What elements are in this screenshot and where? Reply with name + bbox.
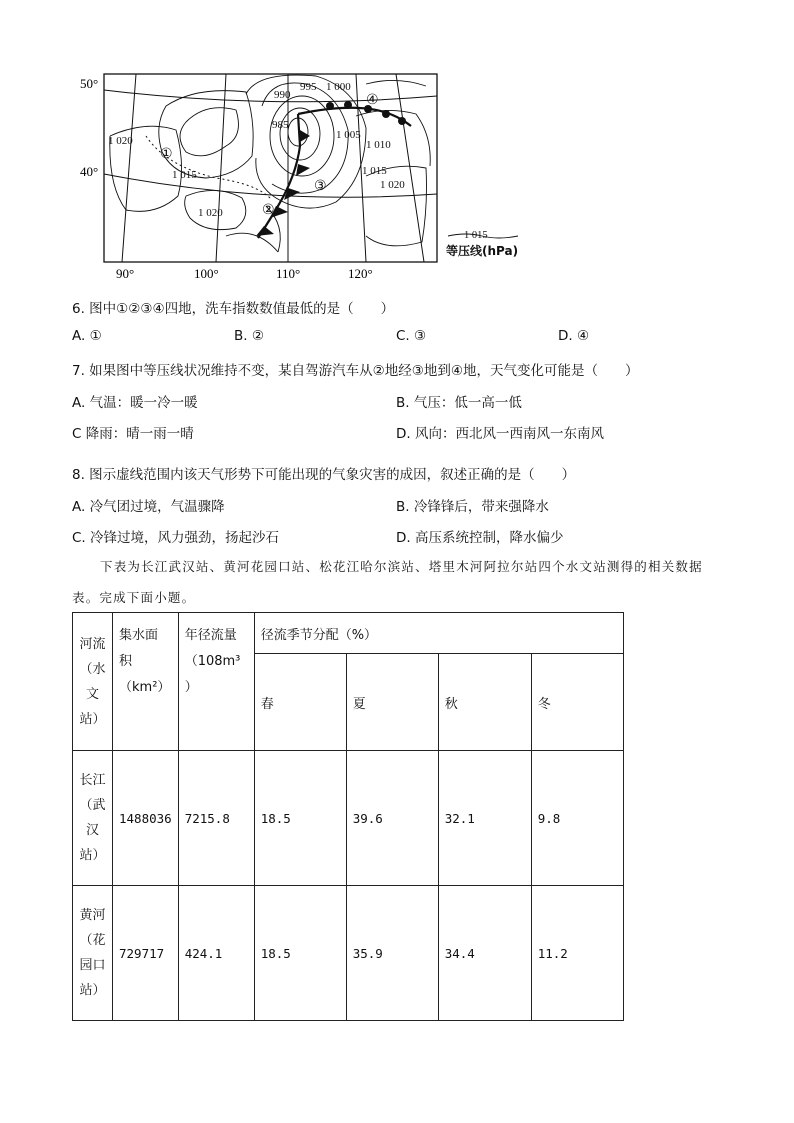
table-intro-line1: 下表为长江武汉站、黄河花园口站、松花江哈尔滨站、塔里木河阿拉尔站四个水文站测得的相关数据 bbox=[100, 559, 703, 574]
lat-label-40: 40° bbox=[80, 164, 99, 179]
row-spring: 18.5 bbox=[254, 751, 346, 886]
row-summer: 39.6 bbox=[346, 751, 438, 886]
row-river: 长江 （武 汉 站） bbox=[73, 751, 113, 886]
isobar-label: 1 015 bbox=[362, 165, 387, 177]
q8-option-b[interactable]: B. 冷锋锋后，带来强降水 bbox=[396, 499, 549, 515]
row-winter: 11.2 bbox=[531, 886, 623, 1021]
isobar-label: 1 010 bbox=[366, 139, 391, 151]
table-row bbox=[73, 751, 624, 886]
isobar-label: 1 000 bbox=[326, 81, 351, 93]
lon-label-100: 100° bbox=[194, 266, 219, 281]
row-flow: 7215.8 bbox=[178, 751, 254, 886]
isobar-label: 1 020 bbox=[198, 207, 223, 219]
q8-option-c[interactable]: C. 冷锋过境，风力强劲，扬起沙石 bbox=[72, 530, 280, 546]
q8-option-a[interactable]: A. 冷气团过境，气温骤降 bbox=[72, 499, 225, 515]
q8-option-d[interactable]: D. 高压系统控制，降水偏少 bbox=[396, 530, 564, 546]
marker-2: ② bbox=[262, 202, 275, 218]
header-summer: 夏 bbox=[346, 654, 438, 751]
row-autumn: 34.4 bbox=[438, 886, 531, 1021]
isobar-label: 990 bbox=[274, 89, 291, 101]
question-6-stem: 6. 图中①②③④四地，洗车指数数值最低的是（ ） bbox=[72, 301, 395, 317]
q6-option-a[interactable]: A. ① bbox=[72, 328, 102, 344]
marker-4: ④ bbox=[366, 92, 379, 108]
legend-label: 等压线(hPa) bbox=[446, 244, 519, 258]
row-summer: 35.9 bbox=[346, 886, 438, 1021]
hydrology-table bbox=[72, 612, 624, 1021]
header-winter: 冬 bbox=[531, 654, 623, 751]
isobar-label: 1 020 bbox=[380, 179, 405, 191]
marker-1: ① bbox=[160, 146, 173, 162]
lon-label-110: 110° bbox=[276, 266, 301, 281]
row-autumn: 32.1 bbox=[438, 751, 531, 886]
isobar-label: 985 bbox=[272, 119, 289, 131]
header-flow: 年径流量 （108m³ ） bbox=[178, 613, 254, 751]
header-river: 河流 （水 文 站） bbox=[73, 613, 113, 751]
lon-label-90: 90° bbox=[116, 266, 135, 281]
lon-label-120: 120° bbox=[348, 266, 373, 281]
q6-option-b[interactable]: B. ② bbox=[234, 328, 264, 344]
row-area: 1488036 bbox=[113, 751, 179, 886]
q7-option-a[interactable]: A. 气温：暖一冷一暖 bbox=[72, 395, 198, 411]
header-spring: 春 bbox=[254, 654, 346, 751]
lat-label-50: 50° bbox=[80, 76, 99, 91]
legend-value: 1 015 bbox=[464, 230, 488, 241]
question-7-stem: 7. 如果图中等压线状况维持不变，某自驾游汽车从②地经③地到④地，天气变化可能是（ ） bbox=[72, 363, 639, 379]
isobar-label: 1 005 bbox=[336, 129, 361, 141]
row-river: 黄河 （花 园口 站） bbox=[73, 886, 113, 1021]
q6-option-d[interactable]: D. ④ bbox=[558, 328, 590, 344]
weather-map bbox=[66, 66, 536, 286]
row-area: 729717 bbox=[113, 886, 179, 1021]
row-winter: 9.8 bbox=[531, 751, 623, 886]
q6-option-c[interactable]: C. ③ bbox=[396, 328, 427, 344]
table-row bbox=[73, 886, 624, 1021]
q7-option-c[interactable]: C 降雨：晴一雨一晴 bbox=[72, 426, 194, 442]
q7-option-d[interactable]: D. 风向：西北风一西南风一东南风 bbox=[396, 426, 604, 442]
row-spring: 18.5 bbox=[254, 886, 346, 1021]
header-season-group: 径流季节分配（%） bbox=[254, 613, 623, 654]
isobar-label: 1 015 bbox=[172, 169, 197, 181]
isobar-label: 1 020 bbox=[108, 135, 133, 147]
table-intro-line2: 表。完成下面小题。 bbox=[72, 590, 196, 605]
q7-option-b[interactable]: B. 气压：低一高一低 bbox=[396, 395, 522, 411]
row-flow: 424.1 bbox=[178, 886, 254, 1021]
isobar-label: 995 bbox=[300, 81, 317, 93]
header-autumn: 秋 bbox=[438, 654, 531, 751]
header-area: 集水面 积 （km²） bbox=[113, 613, 179, 751]
marker-3: ③ bbox=[314, 178, 327, 194]
question-8-stem: 8. 图示虚线范围内该天气形势下可能出现的气象灾害的成因，叙述正确的是（ ） bbox=[72, 467, 576, 483]
